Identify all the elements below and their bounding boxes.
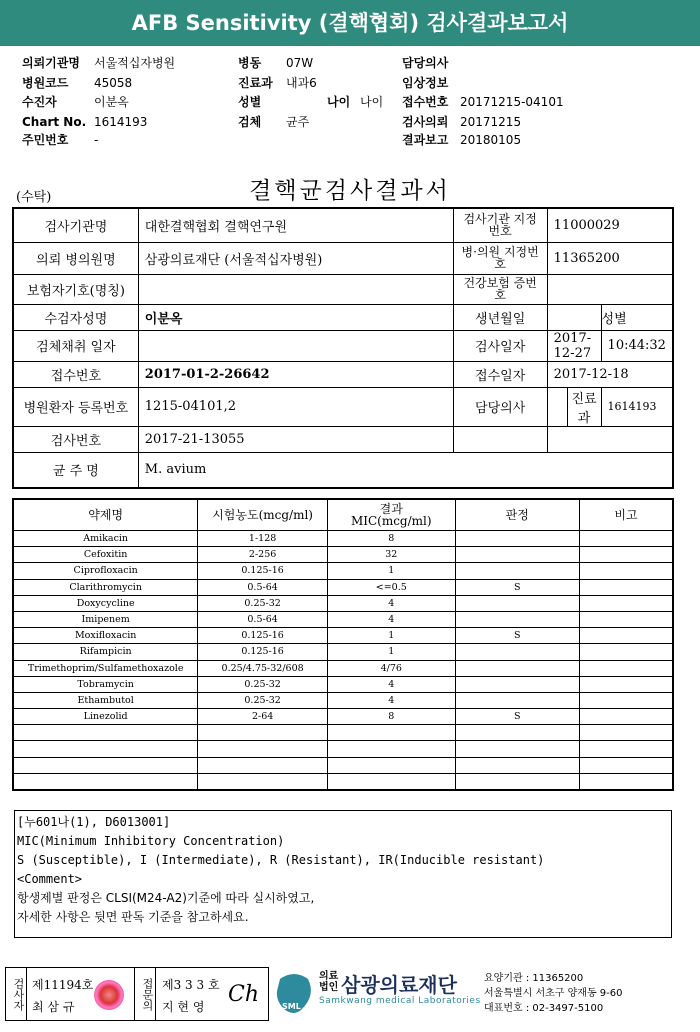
test-no-label: 검사번호 bbox=[13, 426, 138, 452]
logo-small-text bbox=[319, 971, 338, 993]
drug-table-body bbox=[13, 531, 673, 791]
request-date-label: 검사의뢰 bbox=[402, 115, 449, 129]
drug-cell-judge bbox=[455, 773, 579, 790]
document-title: 결핵균검사결과서 bbox=[249, 178, 451, 204]
notes-code: [누601나(1), D6013001] bbox=[17, 815, 171, 829]
header-field-report-date bbox=[402, 133, 521, 147]
info-dept-label: 진료과 bbox=[567, 387, 601, 426]
drug-cell-mic: 32 bbox=[327, 547, 455, 563]
sutak-label: (수탁) bbox=[16, 190, 52, 205]
address-block bbox=[484, 971, 623, 1016]
receipt-date-label: 접수일자 bbox=[453, 361, 547, 387]
specimen-value: 균주 bbox=[286, 115, 310, 129]
drug-cell-judge bbox=[455, 611, 579, 627]
drug-row bbox=[13, 676, 673, 692]
drug-row bbox=[13, 611, 673, 627]
logo-icon bbox=[272, 969, 316, 1017]
logo-small-2: 법인 bbox=[319, 982, 339, 993]
drug-cell-drug: Doxycycline bbox=[13, 595, 198, 611]
drug-cell-note bbox=[579, 531, 673, 547]
info-table bbox=[12, 207, 674, 489]
registration-value: 1215-04101,2 bbox=[138, 387, 453, 426]
drug-cell-judge bbox=[455, 692, 579, 708]
info-dept-value: 1614193 bbox=[601, 387, 673, 426]
drug-row bbox=[13, 531, 673, 547]
lab-id-label: 검사기관 지정번호 bbox=[453, 208, 547, 242]
drug-cell-conc bbox=[198, 773, 328, 790]
drug-row bbox=[13, 692, 673, 708]
age-value: 나이 bbox=[360, 95, 384, 109]
drug-cell-conc: 0.125-16 bbox=[198, 644, 328, 660]
header-field-specimen bbox=[238, 115, 309, 129]
drug-cell-mic: 4/76 bbox=[327, 660, 455, 676]
drug-cell-drug bbox=[13, 725, 198, 741]
info-sex-label: 성별 bbox=[601, 311, 627, 327]
drug-cell-drug: Rifampicin bbox=[13, 644, 198, 660]
drug-cell-mic: 1 bbox=[327, 563, 455, 579]
info-doctor-value bbox=[547, 387, 567, 426]
drug-cell-mic bbox=[327, 773, 455, 790]
drug-row bbox=[13, 773, 673, 790]
drug-cell-judge bbox=[455, 531, 579, 547]
institution-label: 의뢰기관명 bbox=[22, 56, 80, 70]
header-field-patient bbox=[22, 95, 129, 109]
drug-cell-conc bbox=[198, 741, 328, 757]
examinee-label: 수검자성명 bbox=[13, 304, 138, 330]
drug-cell-note bbox=[579, 644, 673, 660]
drug-cell-drug: Ciprofloxacin bbox=[13, 563, 198, 579]
ward-label: 병동 bbox=[238, 56, 262, 70]
drug-cell-judge: S bbox=[455, 709, 579, 725]
receipt-no-value: 20171215-04101 bbox=[460, 95, 564, 109]
health-card-value bbox=[547, 274, 673, 304]
logo-sub: Samkwang medical Laboratories bbox=[319, 996, 481, 1006]
hospital-id-value: 11365200 bbox=[547, 242, 673, 274]
drug-cell-note bbox=[579, 725, 673, 741]
request-hospital-label: 의뢰 병의원명 bbox=[13, 242, 138, 274]
drug-row bbox=[13, 563, 673, 579]
drug-cell-conc: 2-64 bbox=[198, 709, 328, 725]
drug-cell-mic: 8 bbox=[327, 709, 455, 725]
sex-cell bbox=[601, 304, 673, 330]
report-title: AFB Sensitivity (결핵협회) 검사결과보고서 bbox=[0, 0, 700, 46]
drug-cell-conc: 0.25-32 bbox=[198, 676, 328, 692]
drug-cell-drug: Clarithromycin bbox=[13, 579, 198, 595]
drug-row bbox=[13, 644, 673, 660]
department-label: 진료과 bbox=[238, 76, 273, 90]
drug-cell-judge bbox=[455, 644, 579, 660]
birth-label: 생년월일 bbox=[453, 304, 547, 330]
institution-value: 서울적십자병원 bbox=[94, 56, 176, 70]
drug-cell-judge: S bbox=[455, 628, 579, 644]
tester-name: 최 삼 규 bbox=[32, 1000, 75, 1014]
address-line-2: 서울특별시 서초구 양재동 9-60 bbox=[484, 988, 623, 999]
drug-cell-conc: 0.5-64 bbox=[198, 579, 328, 595]
clinical-info-label: 임상정보 bbox=[402, 76, 449, 90]
drug-cell-mic: 4 bbox=[327, 676, 455, 692]
receipt-value: 2017-01-2-26642 bbox=[138, 361, 453, 387]
drug-cell-note bbox=[579, 773, 673, 790]
test-date-label: 검사일자 bbox=[453, 330, 547, 361]
drug-row bbox=[13, 757, 673, 773]
drug-cell-conc: 0.25-32 bbox=[198, 692, 328, 708]
drug-cell-mic: 1 bbox=[327, 628, 455, 644]
resident-no-value: - bbox=[94, 133, 99, 147]
approver-label: 접문의 bbox=[134, 968, 156, 1020]
receipt-date-value: 2017-12-18 bbox=[547, 361, 673, 387]
request-date-value: 20171215 bbox=[460, 115, 522, 129]
test-no-value: 2017-21-13055 bbox=[138, 426, 453, 452]
signature-box bbox=[5, 967, 269, 1021]
header-field-age bbox=[327, 95, 383, 109]
drug-cell-judge bbox=[455, 725, 579, 741]
drug-cell-drug: Moxifloxacin bbox=[13, 628, 198, 644]
strain-label: 균 주 명 bbox=[13, 452, 138, 488]
report-date-value: 20180105 bbox=[460, 133, 522, 147]
notes-comment-1: 항생제별 판정은 CLSI(M24-A2)기준에 따라 실시하였고, bbox=[17, 891, 315, 905]
judge-header: 판정 bbox=[455, 499, 579, 531]
drug-cell-judge bbox=[455, 547, 579, 563]
drug-cell-drug: Imipenem bbox=[13, 611, 198, 627]
drug-cell-mic bbox=[327, 757, 455, 773]
drug-cell-drug bbox=[13, 773, 198, 790]
drug-row bbox=[13, 709, 673, 725]
header-field-receipt-no bbox=[402, 95, 564, 109]
test-no-empty bbox=[547, 426, 673, 452]
drug-cell-note bbox=[579, 595, 673, 611]
tester-license: 제11194호 bbox=[32, 978, 94, 992]
header-field-department bbox=[238, 76, 317, 90]
drug-row bbox=[13, 595, 673, 611]
logo-name: 삼광의료재단 bbox=[341, 973, 457, 997]
mic-header: 결과 MIC(mcg/ml) bbox=[327, 499, 455, 531]
specimen-label: 검체 bbox=[238, 115, 262, 129]
registration-label: 병원환자 등록번호 bbox=[13, 387, 138, 426]
drug-cell-conc: 0.125-16 bbox=[198, 563, 328, 579]
conc-header: 시험농도(mcg/ml) bbox=[198, 499, 328, 531]
drug-row bbox=[13, 741, 673, 757]
drug-cell-conc: 0.125-16 bbox=[198, 628, 328, 644]
drug-table-header bbox=[13, 499, 673, 531]
drug-cell-drug: Trimethoprim/Sulfamethoxazole bbox=[13, 660, 198, 676]
drug-cell-mic: 1 bbox=[327, 644, 455, 660]
resident-no-label: 주민번호 bbox=[22, 133, 69, 147]
drug-cell-note bbox=[579, 660, 673, 676]
drug-cell-conc bbox=[198, 757, 328, 773]
drug-cell-drug: Cefoxitin bbox=[13, 547, 198, 563]
notes-comment-2: 자세한 사항은 뒷면 판독 기준을 참고하세요. bbox=[17, 910, 249, 924]
test-time-value: 10:44:32 bbox=[601, 330, 673, 361]
drug-cell-drug: Ethambutol bbox=[13, 692, 198, 708]
drug-cell-judge bbox=[455, 741, 579, 757]
signature: Ch bbox=[228, 982, 260, 1007]
drug-cell-judge bbox=[455, 676, 579, 692]
drug-cell-conc: 0.5-64 bbox=[198, 611, 328, 627]
drug-cell-note bbox=[579, 611, 673, 627]
drug-row bbox=[13, 725, 673, 741]
drug-cell-conc bbox=[198, 725, 328, 741]
lab-name-value: 대한결핵협회 결핵연구원 bbox=[138, 208, 453, 242]
approver-name: 지 현 영 bbox=[162, 1000, 205, 1014]
test-date-value: 2017-12-27 bbox=[547, 330, 601, 361]
hospital-code-label: 병원코드 bbox=[22, 76, 69, 90]
drug-cell-mic: 4 bbox=[327, 692, 455, 708]
drug-cell-note bbox=[579, 757, 673, 773]
drug-row bbox=[13, 579, 673, 595]
drug-cell-judge: S bbox=[455, 579, 579, 595]
drug-cell-note bbox=[579, 563, 673, 579]
insured-value bbox=[138, 274, 453, 304]
notes-box bbox=[14, 810, 672, 938]
drug-row bbox=[13, 660, 673, 676]
chart-no-value: 1614193 bbox=[94, 115, 148, 129]
birth-value bbox=[547, 304, 601, 330]
drug-cell-judge bbox=[455, 660, 579, 676]
drug-cell-mic: <=0.5 bbox=[327, 579, 455, 595]
header-field-institution bbox=[22, 56, 175, 70]
footer bbox=[0, 965, 700, 1027]
drug-cell-mic bbox=[327, 725, 455, 741]
drug-cell-drug: Amikacin bbox=[13, 531, 198, 547]
drug-cell-mic: 4 bbox=[327, 595, 455, 611]
address-line-1: 요양기관 : 11365200 bbox=[484, 973, 584, 984]
strain-value: M. avium bbox=[138, 452, 673, 488]
drug-row bbox=[13, 628, 673, 644]
notes-comment-label: <Comment> bbox=[17, 872, 83, 886]
drug-table bbox=[12, 498, 674, 791]
approver-license: 제3 3 3 호 bbox=[162, 978, 220, 992]
drug-cell-mic: 8 bbox=[327, 531, 455, 547]
receipt-label: 접수번호 bbox=[13, 361, 138, 387]
header-field-hospital-code bbox=[22, 76, 132, 90]
hospital-code-value: 45058 bbox=[94, 76, 133, 90]
patient-value: 이분옥 bbox=[94, 95, 129, 109]
drug-cell-note bbox=[579, 579, 673, 595]
hospital-id-label: 병·의원 지정번호 bbox=[453, 242, 547, 274]
drug-cell-note bbox=[579, 547, 673, 563]
note-header: 비고 bbox=[579, 499, 673, 531]
header-field-doctor bbox=[402, 56, 460, 70]
department-value: 내과6 bbox=[286, 76, 317, 90]
tester-label: 검사자 bbox=[6, 968, 27, 1020]
drug-cell-drug: Tobramycin bbox=[13, 676, 198, 692]
logo-small-1: 의료 bbox=[319, 971, 339, 982]
drug-cell-note bbox=[579, 628, 673, 644]
age-label: 나이 bbox=[327, 95, 351, 109]
drug-cell-drug bbox=[13, 757, 198, 773]
header-field-chart-no bbox=[22, 115, 147, 129]
collect-date-label: 검체채취 일자 bbox=[13, 330, 138, 361]
drug-cell-note bbox=[579, 692, 673, 708]
drug-cell-judge bbox=[455, 757, 579, 773]
header-field-sex bbox=[238, 95, 286, 109]
health-card-label: 건강보험 증번호 bbox=[453, 274, 547, 304]
drug-cell-conc: 2-256 bbox=[198, 547, 328, 563]
examinee-value: 이분옥 bbox=[138, 304, 453, 330]
drug-cell-conc: 0.25-32 bbox=[198, 595, 328, 611]
logo-badge-text: SML bbox=[282, 1002, 301, 1011]
receipt-no-label: 접수번호 bbox=[402, 95, 449, 109]
drug-cell-judge bbox=[455, 595, 579, 611]
test-no-blank bbox=[453, 426, 547, 452]
header-field-clinical-info bbox=[402, 76, 460, 90]
stamp-icon bbox=[94, 980, 124, 1010]
patient-label: 수진자 bbox=[22, 95, 57, 109]
info-doctor-label: 담당의사 bbox=[453, 387, 547, 426]
header-field-resident-no bbox=[22, 133, 98, 147]
drug-cell-mic: 4 bbox=[327, 611, 455, 627]
drug-cell-conc: 1-128 bbox=[198, 531, 328, 547]
drug-header: 약제명 bbox=[13, 499, 198, 531]
drug-cell-note bbox=[579, 709, 673, 725]
drug-cell-conc: 0.25/4.75-32/608 bbox=[198, 660, 328, 676]
drug-cell-note bbox=[579, 741, 673, 757]
sex-label: 성별 bbox=[238, 95, 262, 109]
drug-row bbox=[13, 547, 673, 563]
drug-cell-drug: Linezolid bbox=[13, 709, 198, 725]
notes-mic: MIC(Minimum Inhibitory Concentration) bbox=[17, 834, 285, 848]
header-field-request-date bbox=[402, 115, 521, 129]
report-date-label: 결과보고 bbox=[402, 133, 449, 147]
address-line-3: 대표번호 : 02-3497-5100 bbox=[484, 1003, 604, 1014]
drug-cell-note bbox=[579, 676, 673, 692]
header-field-ward bbox=[238, 56, 313, 70]
lab-name-label: 검사기관명 bbox=[13, 208, 138, 242]
collect-date-value bbox=[138, 330, 453, 361]
insured-label: 보험자기호(명칭) bbox=[13, 274, 138, 304]
ward-value: 07W bbox=[286, 56, 314, 70]
doctor-label: 담당의사 bbox=[402, 56, 449, 70]
drug-cell-judge bbox=[455, 563, 579, 579]
chart-no-label: Chart No. bbox=[22, 115, 87, 129]
drug-cell-mic bbox=[327, 741, 455, 757]
lab-id-value: 11000029 bbox=[547, 208, 673, 242]
drug-cell-drug bbox=[13, 741, 198, 757]
request-hospital-value: 삼광의료재단 (서울적십자병원) bbox=[138, 242, 453, 274]
notes-legend: S (Susceptible), I (Intermediate), R (Resistant), IR(Inducible resistant) bbox=[17, 853, 545, 867]
